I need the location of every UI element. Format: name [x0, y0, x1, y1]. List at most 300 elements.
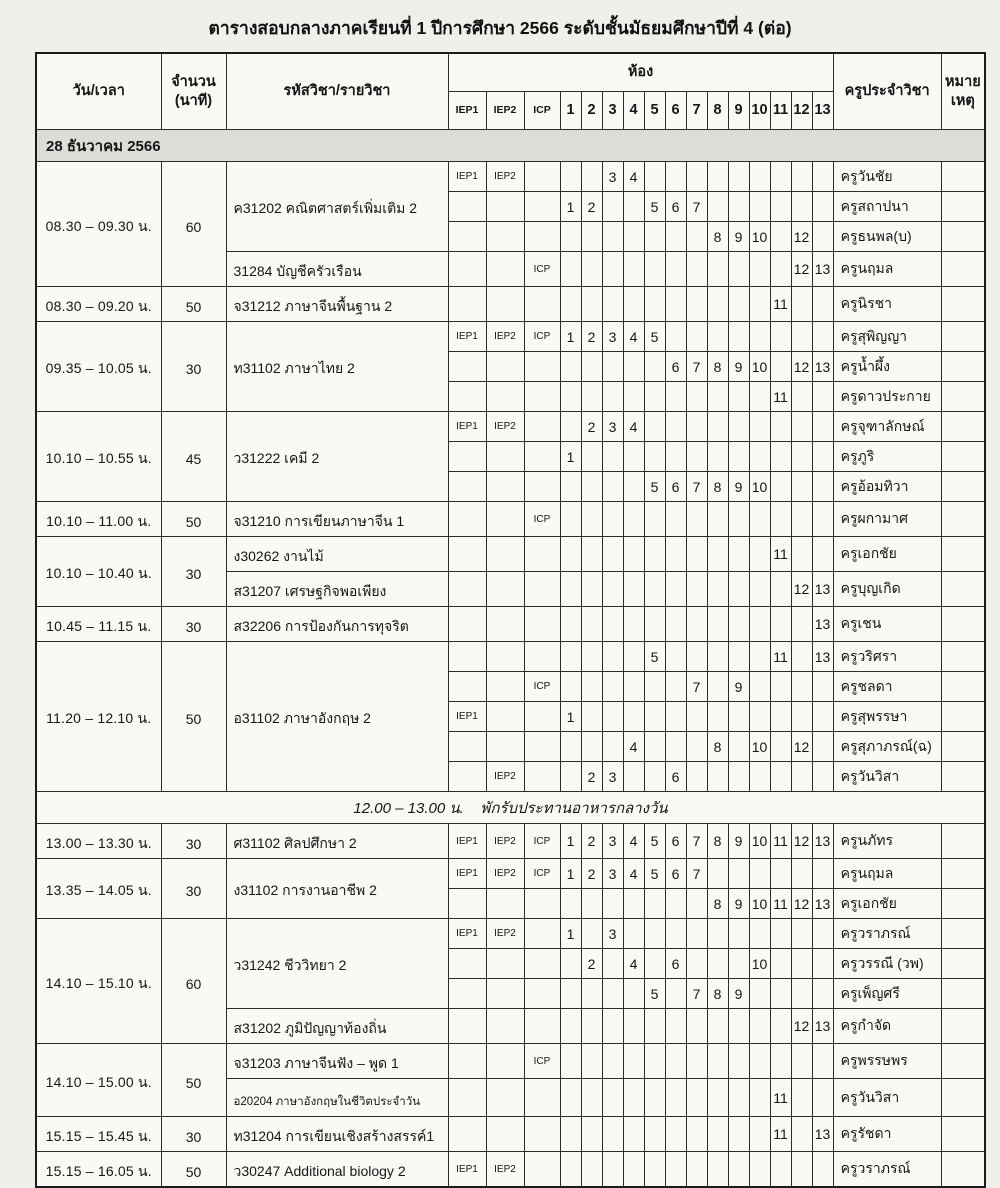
duration-cell: 30 [161, 607, 226, 642]
room-cell-12 [791, 287, 812, 322]
room-cell-13 [812, 1079, 833, 1117]
room-column-header-6: 6 [665, 92, 686, 130]
room-cell-1 [560, 979, 581, 1009]
room-cell-3 [602, 252, 623, 287]
duration-cell: 45 [161, 412, 226, 502]
time-cell: 11.20 – 12.10 น. [36, 642, 161, 792]
room-cell-1 [560, 222, 581, 252]
room-cell-11: 11 [770, 382, 791, 412]
room-cell-icp: ICP [524, 322, 560, 352]
room-cell-6 [665, 642, 686, 672]
duration-cell: 50 [161, 1152, 226, 1188]
subject-cell: ส31202 ภูมิปัญญาท้องถิ่น [226, 1009, 448, 1044]
subject-cell: ว30247 Additional biology 2 [226, 1152, 448, 1188]
subject-cell: จ31212 ภาษาจีนพื้นฐาน 2 [226, 287, 448, 322]
note-cell [941, 824, 985, 859]
room-cell-2: 2 [581, 762, 602, 792]
room-cell-10 [749, 192, 770, 222]
table-header [36, 53, 985, 130]
room-cell-6: 6 [665, 824, 686, 859]
room-cell-iep1: IEP1 [448, 1152, 486, 1188]
room-cell-icp [524, 979, 560, 1009]
room-cell-iep1 [448, 572, 486, 607]
exam-row [36, 859, 985, 889]
room-cell-1 [560, 252, 581, 287]
room-cell-13: 13 [812, 572, 833, 607]
room-cell-iep1 [448, 1009, 486, 1044]
room-cell-3 [602, 607, 623, 642]
room-cell-13 [812, 442, 833, 472]
room-cell-4 [623, 287, 644, 322]
room-cell-iep1 [448, 732, 486, 762]
room-cell-13 [812, 287, 833, 322]
room-cell-12: 12 [791, 889, 812, 919]
room-cell-11 [770, 472, 791, 502]
room-cell-7: 7 [686, 192, 707, 222]
room-cell-10 [749, 607, 770, 642]
room-column-header-9: 9 [728, 92, 749, 130]
time-cell: 13.35 – 14.05 น. [36, 859, 161, 919]
room-cell-iep1: IEP1 [448, 859, 486, 889]
room-cell-7 [686, 162, 707, 192]
room-cell-13: 13 [812, 352, 833, 382]
room-cell-11: 11 [770, 1117, 791, 1152]
room-cell-1 [560, 572, 581, 607]
room-cell-3 [602, 442, 623, 472]
room-cell-8: 8 [707, 979, 728, 1009]
room-cell-12: 12 [791, 732, 812, 762]
room-cell-1: 1 [560, 859, 581, 889]
room-cell-3 [602, 222, 623, 252]
room-cell-4 [623, 672, 644, 702]
room-cell-9 [728, 702, 749, 732]
room-cell-6 [665, 162, 686, 192]
teacher-cell: ครูวันวิสา [833, 762, 941, 792]
room-cell-11: 11 [770, 642, 791, 672]
room-cell-1 [560, 1079, 581, 1117]
room-cell-13 [812, 979, 833, 1009]
room-cell-6 [665, 502, 686, 537]
room-cell-iep1 [448, 672, 486, 702]
room-cell-9 [728, 322, 749, 352]
room-cell-1 [560, 472, 581, 502]
room-cell-5 [644, 1044, 665, 1079]
time-cell: 08.30 – 09.30 น. [36, 162, 161, 287]
room-cell-12 [791, 642, 812, 672]
note-cell [941, 502, 985, 537]
room-cell-8 [707, 442, 728, 472]
room-cell-2 [581, 287, 602, 322]
room-cell-icp [524, 352, 560, 382]
room-cell-iep1 [448, 979, 486, 1009]
room-column-header-iep1: IEP1 [448, 92, 486, 130]
room-cell-3 [602, 889, 623, 919]
note-cell [941, 472, 985, 502]
room-cell-3: 3 [602, 919, 623, 949]
room-cell-12: 12 [791, 1009, 812, 1044]
teacher-cell: ครูผกามาศ [833, 502, 941, 537]
room-cell-10 [749, 1009, 770, 1044]
page-title: ตารางสอบกลางภาคเรียนที่ 1 ปีการศึกษา 2566 ระดับชั้นมัธยมศึกษาปีที่ 4 (ต่อ) [208, 18, 792, 38]
room-cell-5: 5 [644, 192, 665, 222]
room-cell-icp: ICP [524, 824, 560, 859]
room-cell-icp [524, 702, 560, 732]
room-cell-9 [728, 732, 749, 762]
date-section-row [36, 130, 985, 162]
room-cell-iep1 [448, 537, 486, 572]
room-column-header-3: 3 [602, 92, 623, 130]
room-cell-12 [791, 1044, 812, 1079]
exam-row [36, 412, 985, 442]
note-cell [941, 979, 985, 1009]
room-cell-11 [770, 502, 791, 537]
room-cell-3 [602, 382, 623, 412]
room-cell-8 [707, 859, 728, 889]
room-cell-4: 4 [623, 949, 644, 979]
room-cell-2 [581, 672, 602, 702]
room-cell-8 [707, 537, 728, 572]
room-cell-12: 12 [791, 352, 812, 382]
room-cell-4 [623, 382, 644, 412]
note-cell [941, 732, 985, 762]
room-cell-12 [791, 502, 812, 537]
room-cell-12 [791, 859, 812, 889]
room-cell-iep2: IEP2 [486, 919, 524, 949]
room-cell-8: 8 [707, 472, 728, 502]
room-cell-iep2 [486, 732, 524, 762]
room-cell-1: 1 [560, 442, 581, 472]
room-cell-5 [644, 732, 665, 762]
room-cell-1: 1 [560, 919, 581, 949]
room-cell-12 [791, 919, 812, 949]
room-cell-3 [602, 572, 623, 607]
duration-cell: 50 [161, 1044, 226, 1117]
room-cell-2 [581, 382, 602, 412]
room-cell-13 [812, 502, 833, 537]
teacher-cell: ครูเอกชัย [833, 889, 941, 919]
room-cell-8 [707, 702, 728, 732]
room-cell-13 [812, 322, 833, 352]
room-cell-12 [791, 382, 812, 412]
room-cell-7 [686, 1079, 707, 1117]
room-cell-2 [581, 162, 602, 192]
room-cell-10 [749, 502, 770, 537]
room-cell-iep1 [448, 607, 486, 642]
room-cell-7 [686, 572, 707, 607]
room-cell-4 [623, 762, 644, 792]
room-cell-13 [812, 192, 833, 222]
room-cell-7 [686, 1044, 707, 1079]
note-header-line1: หมาย [944, 74, 981, 91]
room-cell-6 [665, 1152, 686, 1188]
room-cell-12 [791, 322, 812, 352]
room-cell-7 [686, 1117, 707, 1152]
col-header-duration [161, 53, 226, 130]
room-cell-2 [581, 252, 602, 287]
room-cell-12 [791, 762, 812, 792]
room-cell-4 [623, 502, 644, 537]
room-cell-2 [581, 889, 602, 919]
room-cell-iep2 [486, 472, 524, 502]
room-cell-13: 13 [812, 252, 833, 287]
room-cell-12 [791, 949, 812, 979]
exam-row [36, 537, 985, 572]
room-cell-9 [728, 252, 749, 287]
room-cell-icp [524, 732, 560, 762]
room-cell-4: 4 [623, 322, 644, 352]
time-cell: 10.45 – 11.15 น. [36, 607, 161, 642]
exam-row [36, 1044, 985, 1079]
room-cell-9: 9 [728, 672, 749, 702]
teacher-cell: ครูวราภรณ์ [833, 1152, 941, 1188]
teacher-cell: ครูธนพล(บ) [833, 222, 941, 252]
room-cell-6 [665, 919, 686, 949]
room-cell-iep2 [486, 889, 524, 919]
room-cell-1 [560, 889, 581, 919]
room-cell-9 [728, 1044, 749, 1079]
room-cell-8 [707, 252, 728, 287]
room-cell-12 [791, 1117, 812, 1152]
room-cell-6 [665, 702, 686, 732]
room-cell-3 [602, 1009, 623, 1044]
room-cell-iep2: IEP2 [486, 824, 524, 859]
room-cell-3 [602, 1152, 623, 1188]
timetable-body [36, 130, 985, 1188]
subject-cell: ง30262 งานไม้ [226, 537, 448, 572]
col-header-room-group: ห้อง [448, 53, 833, 92]
note-cell [941, 412, 985, 442]
room-cell-4 [623, 537, 644, 572]
room-cell-3 [602, 1117, 623, 1152]
room-cell-11 [770, 949, 791, 979]
room-cell-9 [728, 1009, 749, 1044]
note-cell [941, 607, 985, 642]
room-cell-iep2 [486, 352, 524, 382]
subject-cell: ง31102 การงานอาชีพ 2 [226, 859, 448, 919]
room-cell-10: 10 [749, 352, 770, 382]
duration-cell: 30 [161, 322, 226, 412]
room-cell-9 [728, 382, 749, 412]
room-cell-7 [686, 412, 707, 442]
room-cell-iep1 [448, 252, 486, 287]
teacher-cell: ครูนภัทร [833, 824, 941, 859]
room-cell-icp [524, 222, 560, 252]
teacher-cell: ครูนฤมล [833, 859, 941, 889]
teacher-cell: ครูสุพิญญา [833, 322, 941, 352]
room-cell-iep1: IEP1 [448, 702, 486, 732]
time-cell: 09.35 – 10.05 น. [36, 322, 161, 412]
room-column-header-icp: ICP [524, 92, 560, 130]
teacher-cell: ครูบุญเกิด [833, 572, 941, 607]
room-cell-iep2 [486, 1044, 524, 1079]
room-cell-6 [665, 1009, 686, 1044]
time-cell: 15.15 – 16.05 น. [36, 1152, 161, 1188]
room-cell-1 [560, 949, 581, 979]
room-cell-5 [644, 762, 665, 792]
room-cell-8 [707, 1009, 728, 1044]
exam-row [36, 642, 985, 672]
room-cell-5 [644, 352, 665, 382]
room-cell-9: 9 [728, 472, 749, 502]
time-cell: 10.10 – 10.55 น. [36, 412, 161, 502]
room-cell-4 [623, 979, 644, 1009]
exam-row [36, 322, 985, 352]
room-cell-1: 1 [560, 824, 581, 859]
room-cell-4 [623, 252, 644, 287]
room-cell-9 [728, 442, 749, 472]
room-cell-1 [560, 762, 581, 792]
room-cell-13 [812, 702, 833, 732]
room-cell-12 [791, 162, 812, 192]
room-cell-8 [707, 322, 728, 352]
room-cell-8: 8 [707, 222, 728, 252]
room-cell-iep2: IEP2 [486, 162, 524, 192]
room-cell-3: 3 [602, 824, 623, 859]
room-cell-5: 5 [644, 979, 665, 1009]
room-cell-5 [644, 382, 665, 412]
room-cell-5 [644, 162, 665, 192]
room-cell-4 [623, 572, 644, 607]
note-cell [941, 192, 985, 222]
duration-cell: 30 [161, 1117, 226, 1152]
room-cell-11 [770, 859, 791, 889]
room-cell-9 [728, 642, 749, 672]
duration-header-line2: (นาที) [174, 92, 213, 109]
room-cell-6 [665, 1117, 686, 1152]
note-cell [941, 1152, 985, 1188]
room-cell-4 [623, 442, 644, 472]
room-cell-iep1 [448, 192, 486, 222]
subject-cell: ส31207 เศรษฐกิจพอเพียง [226, 572, 448, 607]
room-cell-13 [812, 1044, 833, 1079]
room-cell-3 [602, 702, 623, 732]
room-cell-iep2: IEP2 [486, 762, 524, 792]
room-cell-8 [707, 192, 728, 222]
room-cell-11 [770, 702, 791, 732]
room-cell-11 [770, 352, 791, 382]
subject-cell: ว31222 เคมี 2 [226, 412, 448, 502]
room-cell-iep2 [486, 382, 524, 412]
room-cell-11 [770, 607, 791, 642]
room-cell-11 [770, 322, 791, 352]
date-section-label: 28 ธันวาคม 2566 [36, 130, 985, 162]
room-cell-5 [644, 412, 665, 442]
room-column-header-2: 2 [581, 92, 602, 130]
room-cell-icp [524, 412, 560, 442]
room-cell-12 [791, 979, 812, 1009]
room-cell-5 [644, 287, 665, 322]
room-cell-10 [749, 382, 770, 412]
room-cell-icp [524, 607, 560, 642]
room-cell-7: 7 [686, 472, 707, 502]
room-cell-2 [581, 702, 602, 732]
room-cell-5 [644, 889, 665, 919]
room-cell-7: 7 [686, 352, 707, 382]
room-cell-4: 4 [623, 824, 644, 859]
room-cell-11 [770, 1044, 791, 1079]
room-cell-2 [581, 1117, 602, 1152]
exam-row [36, 162, 985, 192]
room-cell-9 [728, 502, 749, 537]
teacher-cell: ครูวรรณี (วพ) [833, 949, 941, 979]
room-cell-9 [728, 162, 749, 192]
duration-cell: 50 [161, 642, 226, 792]
room-cell-7: 7 [686, 824, 707, 859]
room-cell-6: 6 [665, 949, 686, 979]
room-cell-6 [665, 537, 686, 572]
exam-row [36, 1117, 985, 1152]
room-cell-1 [560, 412, 581, 442]
room-cell-11: 11 [770, 1079, 791, 1117]
note-cell [941, 442, 985, 472]
room-cell-13 [812, 762, 833, 792]
room-cell-5 [644, 949, 665, 979]
room-cell-icp: ICP [524, 672, 560, 702]
room-cell-iep1 [448, 472, 486, 502]
room-cell-2 [581, 1079, 602, 1117]
room-cell-11 [770, 412, 791, 442]
exam-row [36, 502, 985, 537]
room-cell-icp: ICP [524, 502, 560, 537]
room-cell-9 [728, 412, 749, 442]
room-cell-8 [707, 162, 728, 192]
note-cell [941, 949, 985, 979]
room-cell-iep2 [486, 252, 524, 287]
room-cell-13 [812, 537, 833, 572]
room-cell-iep2 [486, 1079, 524, 1117]
teacher-cell: ครูเชน [833, 607, 941, 642]
room-cell-12: 12 [791, 222, 812, 252]
teacher-cell: ครูวริศรา [833, 642, 941, 672]
room-cell-iep1 [448, 762, 486, 792]
room-cell-iep2: IEP2 [486, 412, 524, 442]
room-cell-3: 3 [602, 412, 623, 442]
room-cell-3 [602, 672, 623, 702]
room-cell-1 [560, 1152, 581, 1188]
room-cell-8 [707, 642, 728, 672]
note-cell [941, 382, 985, 412]
room-cell-3 [602, 642, 623, 672]
room-cell-7 [686, 442, 707, 472]
teacher-cell: ครูอ้อมทิวา [833, 472, 941, 502]
room-cell-4 [623, 702, 644, 732]
room-cell-7 [686, 919, 707, 949]
room-cell-5 [644, 607, 665, 642]
note-cell [941, 642, 985, 672]
exam-row [36, 1152, 985, 1188]
room-cell-icp [524, 1009, 560, 1044]
col-header-note [941, 53, 985, 130]
room-cell-10 [749, 672, 770, 702]
room-cell-3 [602, 287, 623, 322]
time-cell: 13.00 – 13.30 น. [36, 824, 161, 859]
room-cell-10: 10 [749, 824, 770, 859]
room-cell-13 [812, 859, 833, 889]
room-cell-6 [665, 412, 686, 442]
note-cell [941, 702, 985, 732]
room-cell-13: 13 [812, 1009, 833, 1044]
teacher-cell: ครูจุฑาลักษณ์ [833, 412, 941, 442]
room-cell-7 [686, 382, 707, 412]
room-cell-8: 8 [707, 889, 728, 919]
room-cell-5 [644, 252, 665, 287]
room-cell-7 [686, 502, 707, 537]
room-cell-9 [728, 949, 749, 979]
room-cell-3 [602, 502, 623, 537]
room-cell-5 [644, 1009, 665, 1044]
room-cell-9 [728, 1152, 749, 1188]
room-cell-1 [560, 1009, 581, 1044]
